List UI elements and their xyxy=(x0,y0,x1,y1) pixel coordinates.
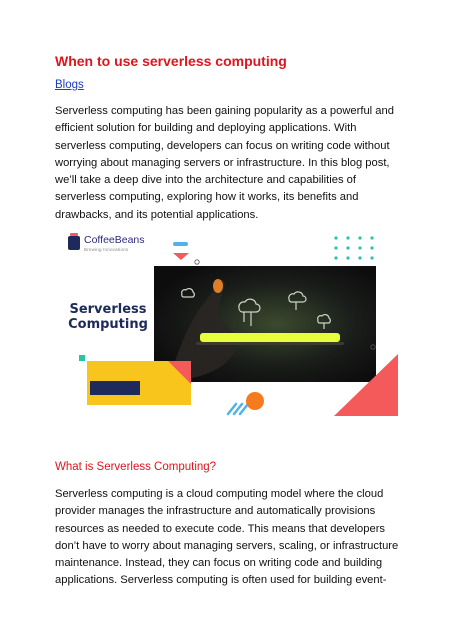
brand-tagline: Brewing Innovations xyxy=(84,247,129,252)
serverless-banner-image xyxy=(60,226,405,426)
banner-title-line1: Serverless xyxy=(69,302,147,317)
blue-slash-lines xyxy=(228,404,248,414)
orange-circle-shape xyxy=(246,392,264,410)
article-title: When to use serverless computing xyxy=(55,53,287,69)
blue-dash-shape xyxy=(173,242,188,246)
red-triangle-shape xyxy=(173,253,189,260)
teal-square-shape xyxy=(79,355,85,361)
banner-title xyxy=(64,302,152,332)
glowing-phone-screen xyxy=(200,333,340,342)
navy-bar-shape xyxy=(90,381,140,395)
glowing-fingertip xyxy=(213,279,223,293)
intro-paragraph: Serverless computing has been gaining popularity as a powerful and efficient solution for building and deploying applications. With serverless computing, developers can focus on writing code without worrying about managing servers or infrastructure. In this blog post, we’ll take a deep dive into the architecture and capabilities of serverless computing, exploring how it works, its benefits and drawbacks, and its potential applications. xyxy=(55,105,394,221)
section-paragraph: Serverless computing is a cloud computing model where the cloud provider manages the infrastructure and automatically provisions resources as needed to execute code. This means that developers don’t have to worry about managing servers, scaling, or infrastructure maintenance. Instead, they can focus on writing code and building applications. Serverless computing is often used for building event- xyxy=(55,488,399,587)
blogs-category-link[interactable]: Blogs xyxy=(55,79,84,91)
coffeebeans-logo-icon xyxy=(68,236,80,250)
small-ring-shape xyxy=(195,260,199,264)
section-heading: What is Serverless Computing? xyxy=(55,461,217,473)
teal-dot-grid xyxy=(334,236,373,259)
banner-title-line2: Computing xyxy=(68,317,148,332)
brand-name: CoffeeBeans xyxy=(84,234,145,246)
